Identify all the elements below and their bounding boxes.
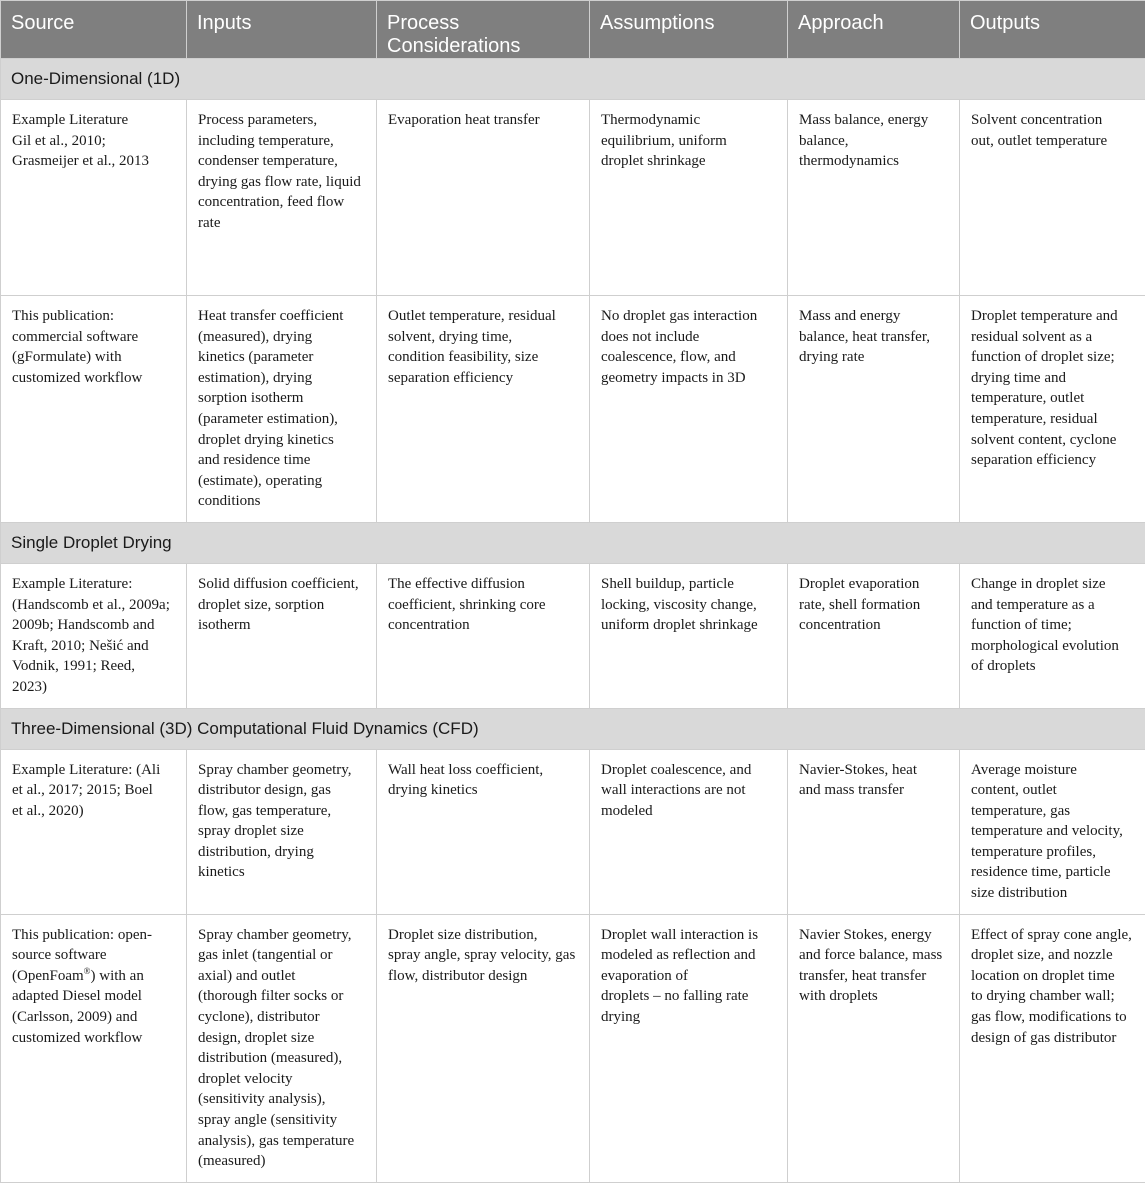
cell-source: Example Literature: (Ali et al., 2017; 2015; Boel et al., 2020) <box>1 749 187 914</box>
header-approach: Approach <box>788 1 960 59</box>
cell-assumptions: Thermodynamic equilibrium, uniform droplet shrinkage <box>590 100 788 296</box>
cell-inputs: Spray chamber geometry, distributor design, gas flow, gas temperature, spray droplet size distribution, drying kinetics <box>187 749 377 914</box>
table-row <box>1 914 1145 1182</box>
table-row <box>1 749 1145 914</box>
header-row <box>1 1 1145 59</box>
section-row-3d-cfd <box>1 708 1145 749</box>
cell-process: Wall heat loss coefficient, drying kinetics <box>377 749 590 914</box>
section-row-single-droplet <box>1 522 1145 563</box>
cell-approach: Droplet evaporation rate, shell formation concentration <box>788 563 960 708</box>
cell-approach: Navier-Stokes, heat and mass transfer <box>788 749 960 914</box>
cell-assumptions: Droplet coalescence, and wall interactions are not modeled <box>590 749 788 914</box>
cell-inputs: Spray chamber geometry, gas inlet (tangential or axial) and outlet (thorough filter socks or cyclone), distributor design, droplet size distribution (measured), droplet velocity (sensitivity analysis), spray angle (sensitivity analysis), gas temperature (measured) <box>187 914 377 1182</box>
cell-inputs: Solid diffusion coefficient, droplet size, sorption isotherm <box>187 563 377 708</box>
header-inputs: Inputs <box>187 1 377 59</box>
header-assumptions: Assumptions <box>590 1 788 59</box>
cell-process: The effective diffusion coefficient, shrinking core concentration <box>377 563 590 708</box>
cell-source: This publication: commercial software (gFormulate) with customized workflow <box>1 296 187 523</box>
table-row <box>1 563 1145 708</box>
cell-process: Droplet size distribution, spray angle, spray velocity, gas flow, distributor design <box>377 914 590 1182</box>
section-title: One-Dimensional (1D) <box>1 59 1145 100</box>
cell-assumptions: No droplet gas interaction does not include coalescence, flow, and geometry impacts in 3D <box>590 296 788 523</box>
table-row <box>1 100 1145 296</box>
table-row <box>1 296 1145 523</box>
section-row-1d <box>1 59 1145 100</box>
source-text-pre: This publication: open- source software (OpenFoam <box>12 927 152 984</box>
cell-approach: Mass balance, energy balance, thermodynamics <box>788 100 960 296</box>
cell-assumptions: Droplet wall interaction is modeled as reflection and evaporation of droplets – no falling rate drying <box>590 914 788 1182</box>
header-process-considerations: Process Considerations <box>377 1 590 59</box>
cell-process: Outlet temperature, residual solvent, drying time, condition feasibility, size separation efficiency <box>377 296 590 523</box>
cell-source: Example Literature Gil et al., 2010; Grasmeijer et al., 2013 <box>1 100 187 296</box>
cell-inputs: Heat transfer coefficient (measured), drying kinetics (parameter estimation), drying sorption isotherm (parameter estimation), droplet drying kinetics and residence time (estimate), operating conditions <box>187 296 377 523</box>
cell-source <box>1 914 187 1182</box>
cell-outputs: Effect of spray cone angle, droplet size, and nozzle location on droplet time to drying chamber wall; gas flow, modifications to design of gas distributor <box>960 914 1145 1182</box>
cell-outputs: Droplet temperature and residual solvent as a function of droplet size; drying time and temperature, outlet temperature, residual solvent content, cyclone separation efficiency <box>960 296 1145 523</box>
cell-source: Example Literature: (Handscomb et al., 2009a; 2009b; Handscomb and Kraft, 2010; Nešić and Vodnik, 1991; Reed, 2023) <box>1 563 187 708</box>
section-title: Three-Dimensional (3D) Computational Fluid Dynamics (CFD) <box>1 708 1145 749</box>
registered-mark: ® <box>84 966 91 976</box>
cell-inputs: Process parameters, including temperature, condenser temperature, drying gas flow rate, liquid concentration, feed flow rate <box>187 100 377 296</box>
cell-assumptions: Shell buildup, particle locking, viscosity change, uniform droplet shrinkage <box>590 563 788 708</box>
cell-outputs: Solvent concentration out, outlet temperature <box>960 100 1145 296</box>
cell-approach: Mass and energy balance, heat transfer, drying rate <box>788 296 960 523</box>
section-title: Single Droplet Drying <box>1 522 1145 563</box>
cell-process: Evaporation heat transfer <box>377 100 590 296</box>
cell-approach: Navier Stokes, energy and force balance, mass transfer, heat transfer with droplets <box>788 914 960 1182</box>
header-outputs: Outputs <box>960 1 1145 59</box>
cell-outputs: Change in droplet size and temperature as a function of time; morphological evolution of droplets <box>960 563 1145 708</box>
source-text-post: ) with an adapted Diesel model (Carlsson, 2009) and customized workflow <box>12 968 144 1046</box>
cell-outputs: Average moisture content, outlet temperature, gas temperature and velocity, temperature profiles, residence time, particle size distribution <box>960 749 1145 914</box>
header-source: Source <box>1 1 187 59</box>
